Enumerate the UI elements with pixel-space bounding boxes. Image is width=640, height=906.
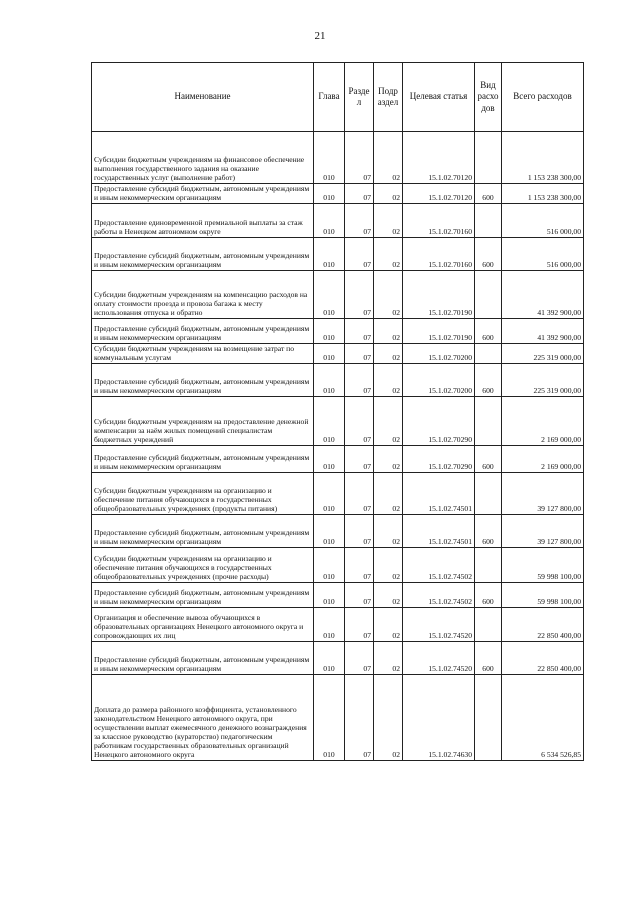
row-expense-type: 600 [475, 184, 502, 204]
row-podrazdel: 02 [374, 675, 403, 761]
row-name: Предоставление единовременной премиальной выплаты за стаж работы в Ненецком автономном округе [92, 204, 314, 238]
row-target-article: 15.1.02.74630 [403, 675, 475, 761]
row-expense-type: 600 [475, 238, 502, 271]
row-expense-type [475, 473, 502, 515]
row-expense-type [475, 204, 502, 238]
row-target-article: 15.1.02.70190 [403, 319, 475, 344]
row-name: Субсидии бюджетным учреждениям на возмещение затрат по коммунальным услугам [92, 344, 314, 364]
row-total: 2 169 000,00 [502, 446, 584, 473]
column-header-total: Всего расходов [502, 63, 584, 132]
table-header-row [92, 63, 584, 132]
row-podrazdel: 02 [374, 204, 403, 238]
row-expense-type [475, 675, 502, 761]
row-total: 41 392 900,00 [502, 319, 584, 344]
row-expense-type [475, 271, 502, 319]
row-target-article: 15.1.02.70160 [403, 238, 475, 271]
row-target-article: 15.1.02.74502 [403, 583, 475, 608]
row-glava: 010 [314, 344, 345, 364]
row-name: Организация и обеспечение вывоза обучающихся в образовательных организациях Ненецкого автономного округа и сопровождающих их лиц [92, 608, 314, 642]
row-name: Предоставление субсидий бюджетным, автономным учреждениям и иным некоммерческим организациям [92, 184, 314, 204]
row-name: Предоставление субсидий бюджетным, автономным учреждениям и иным некоммерческим организациям [92, 446, 314, 473]
row-target-article: 15.1.02.74501 [403, 473, 475, 515]
column-header-target-article: Целевая статья [403, 63, 475, 132]
row-podrazdel: 02 [374, 473, 403, 515]
row-podrazdel: 02 [374, 238, 403, 271]
row-expense-type: 600 [475, 446, 502, 473]
row-glava: 010 [314, 238, 345, 271]
row-razdel: 07 [345, 473, 374, 515]
row-glava: 010 [314, 271, 345, 319]
table-row [92, 344, 584, 364]
row-target-article: 15.1.02.70120 [403, 184, 475, 204]
row-expense-type: 600 [475, 642, 502, 675]
budget-table [91, 62, 584, 761]
table-row [92, 642, 584, 675]
column-header-razdel: Разде л [345, 63, 374, 132]
row-expense-type [475, 608, 502, 642]
row-target-article: 15.1.02.70290 [403, 446, 475, 473]
row-total: 59 998 100,00 [502, 548, 584, 583]
row-glava: 010 [314, 642, 345, 675]
table-row [92, 446, 584, 473]
row-name: Предоставление субсидий бюджетным, автономным учреждениям и иным некоммерческим организациям [92, 515, 314, 548]
row-expense-type: 600 [475, 364, 502, 397]
row-total: 1 153 238 300,00 [502, 132, 584, 184]
row-razdel: 07 [345, 132, 374, 184]
row-total: 225 319 000,00 [502, 364, 584, 397]
row-razdel: 07 [345, 675, 374, 761]
row-razdel: 07 [345, 271, 374, 319]
row-glava: 010 [314, 397, 345, 446]
table-row [92, 583, 584, 608]
column-header-podrazdel: Подр аздел [374, 63, 403, 132]
row-podrazdel: 02 [374, 132, 403, 184]
table-row [92, 515, 584, 548]
row-razdel: 07 [345, 446, 374, 473]
row-podrazdel: 02 [374, 515, 403, 548]
row-total: 41 392 900,00 [502, 271, 584, 319]
row-razdel: 07 [345, 364, 374, 397]
table-row [92, 473, 584, 515]
row-razdel: 07 [345, 319, 374, 344]
row-expense-type: 600 [475, 319, 502, 344]
row-podrazdel: 02 [374, 364, 403, 397]
row-total: 2 169 000,00 [502, 397, 584, 446]
row-expense-type [475, 397, 502, 446]
row-name: Субсидии бюджетным учреждениям на компенсацию расходов на оплату стоимости проезда и провоза багажа к месту использования отпуска и обратно [92, 271, 314, 319]
row-target-article: 15.1.02.74520 [403, 642, 475, 675]
row-name: Предоставление субсидий бюджетным, автономным учреждениям и иным некоммерческим организациям [92, 319, 314, 344]
row-name: Субсидии бюджетным учреждениям на финансовое обеспечение выполнения государственного задания на оказание государственных услуг (выполнение работ) [92, 132, 314, 184]
row-target-article: 15.1.02.70200 [403, 344, 475, 364]
row-target-article: 15.1.02.70290 [403, 397, 475, 446]
table-row [92, 397, 584, 446]
row-glava: 010 [314, 608, 345, 642]
row-name: Предоставление субсидий бюджетным, автономным учреждениям и иным некоммерческим организациям [92, 364, 314, 397]
row-name: Субсидии бюджетным учреждениям на организацию и обеспечение питания обучающихся в государственных общеобразовательных учреждениях (прочие расходы) [92, 548, 314, 583]
table-row [92, 364, 584, 397]
row-podrazdel: 02 [374, 583, 403, 608]
row-razdel: 07 [345, 608, 374, 642]
row-total: 225 319 000,00 [502, 344, 584, 364]
row-total: 6 534 526,85 [502, 675, 584, 761]
table-row [92, 319, 584, 344]
row-total: 59 998 100,00 [502, 583, 584, 608]
row-podrazdel: 02 [374, 397, 403, 446]
row-razdel: 07 [345, 204, 374, 238]
row-razdel: 07 [345, 184, 374, 204]
row-expense-type [475, 548, 502, 583]
table-row [92, 608, 584, 642]
row-total: 39 127 800,00 [502, 515, 584, 548]
row-name: Предоставление субсидий бюджетным, автономным учреждениям и иным некоммерческим организациям [92, 642, 314, 675]
row-glava: 010 [314, 473, 345, 515]
row-glava: 010 [314, 548, 345, 583]
column-header-expense-type: Вид расхо дов [475, 63, 502, 132]
row-glava: 010 [314, 132, 345, 184]
row-expense-type: 600 [475, 583, 502, 608]
row-podrazdel: 02 [374, 184, 403, 204]
row-target-article: 15.1.02.70160 [403, 204, 475, 238]
table-row [92, 132, 584, 184]
row-total: 22 850 400,00 [502, 608, 584, 642]
row-expense-type [475, 344, 502, 364]
table-row [92, 675, 584, 761]
row-glava: 010 [314, 184, 345, 204]
table-row [92, 548, 584, 583]
row-razdel: 07 [345, 548, 374, 583]
table-row [92, 271, 584, 319]
row-target-article: 15.1.02.74501 [403, 515, 475, 548]
row-target-article: 15.1.02.70200 [403, 364, 475, 397]
row-name: Доплата до размера районного коэффициента, установленного законодательством Ненецкого автономного округа, при осуществлении выплат ежемесячного денежного вознаграждения за классное руководство (кураторство) педагогическим работникам государственных образовательных организаций Ненецкого автономного округа [92, 675, 314, 761]
row-name: Субсидии бюджетным учреждениям на организацию и обеспечение питания обучающихся в государственных общеобразовательных учреждениях (продукты питания) [92, 473, 314, 515]
row-total: 39 127 800,00 [502, 473, 584, 515]
row-name: Предоставление субсидий бюджетным, автономным учреждениям и иным некоммерческим организациям [92, 238, 314, 271]
row-razdel: 07 [345, 344, 374, 364]
row-total: 516 000,00 [502, 204, 584, 238]
row-glava: 010 [314, 204, 345, 238]
column-header-glava: Глава [314, 63, 345, 132]
row-glava: 010 [314, 515, 345, 548]
column-header-name: Наименование [92, 63, 314, 132]
row-razdel: 07 [345, 397, 374, 446]
row-glava: 010 [314, 364, 345, 397]
row-razdel: 07 [345, 583, 374, 608]
row-name: Предоставление субсидий бюджетным, автономным учреждениям и иным некоммерческим организациям [92, 583, 314, 608]
row-target-article: 15.1.02.74502 [403, 548, 475, 583]
row-expense-type [475, 132, 502, 184]
row-glava: 010 [314, 319, 345, 344]
row-podrazdel: 02 [374, 642, 403, 675]
row-podrazdel: 02 [374, 548, 403, 583]
row-total: 516 000,00 [502, 238, 584, 271]
row-name: Субсидии бюджетным учреждениям на предоставление денежной компенсации за наём жилых помещений специалистам бюджетных учреждений [92, 397, 314, 446]
row-glava: 010 [314, 675, 345, 761]
row-razdel: 07 [345, 515, 374, 548]
row-podrazdel: 02 [374, 271, 403, 319]
row-glava: 010 [314, 446, 345, 473]
row-total: 1 153 238 300,00 [502, 184, 584, 204]
page-number: 21 [314, 30, 326, 42]
row-expense-type: 600 [475, 515, 502, 548]
table-row [92, 184, 584, 204]
row-podrazdel: 02 [374, 446, 403, 473]
row-podrazdel: 02 [374, 344, 403, 364]
table-row [92, 204, 584, 238]
row-glava: 010 [314, 583, 345, 608]
table-row [92, 238, 584, 271]
row-total: 22 850 400,00 [502, 642, 584, 675]
row-razdel: 07 [345, 238, 374, 271]
row-podrazdel: 02 [374, 608, 403, 642]
row-razdel: 07 [345, 642, 374, 675]
row-target-article: 15.1.02.74520 [403, 608, 475, 642]
row-target-article: 15.1.02.70120 [403, 132, 475, 184]
row-podrazdel: 02 [374, 319, 403, 344]
row-target-article: 15.1.02.70190 [403, 271, 475, 319]
